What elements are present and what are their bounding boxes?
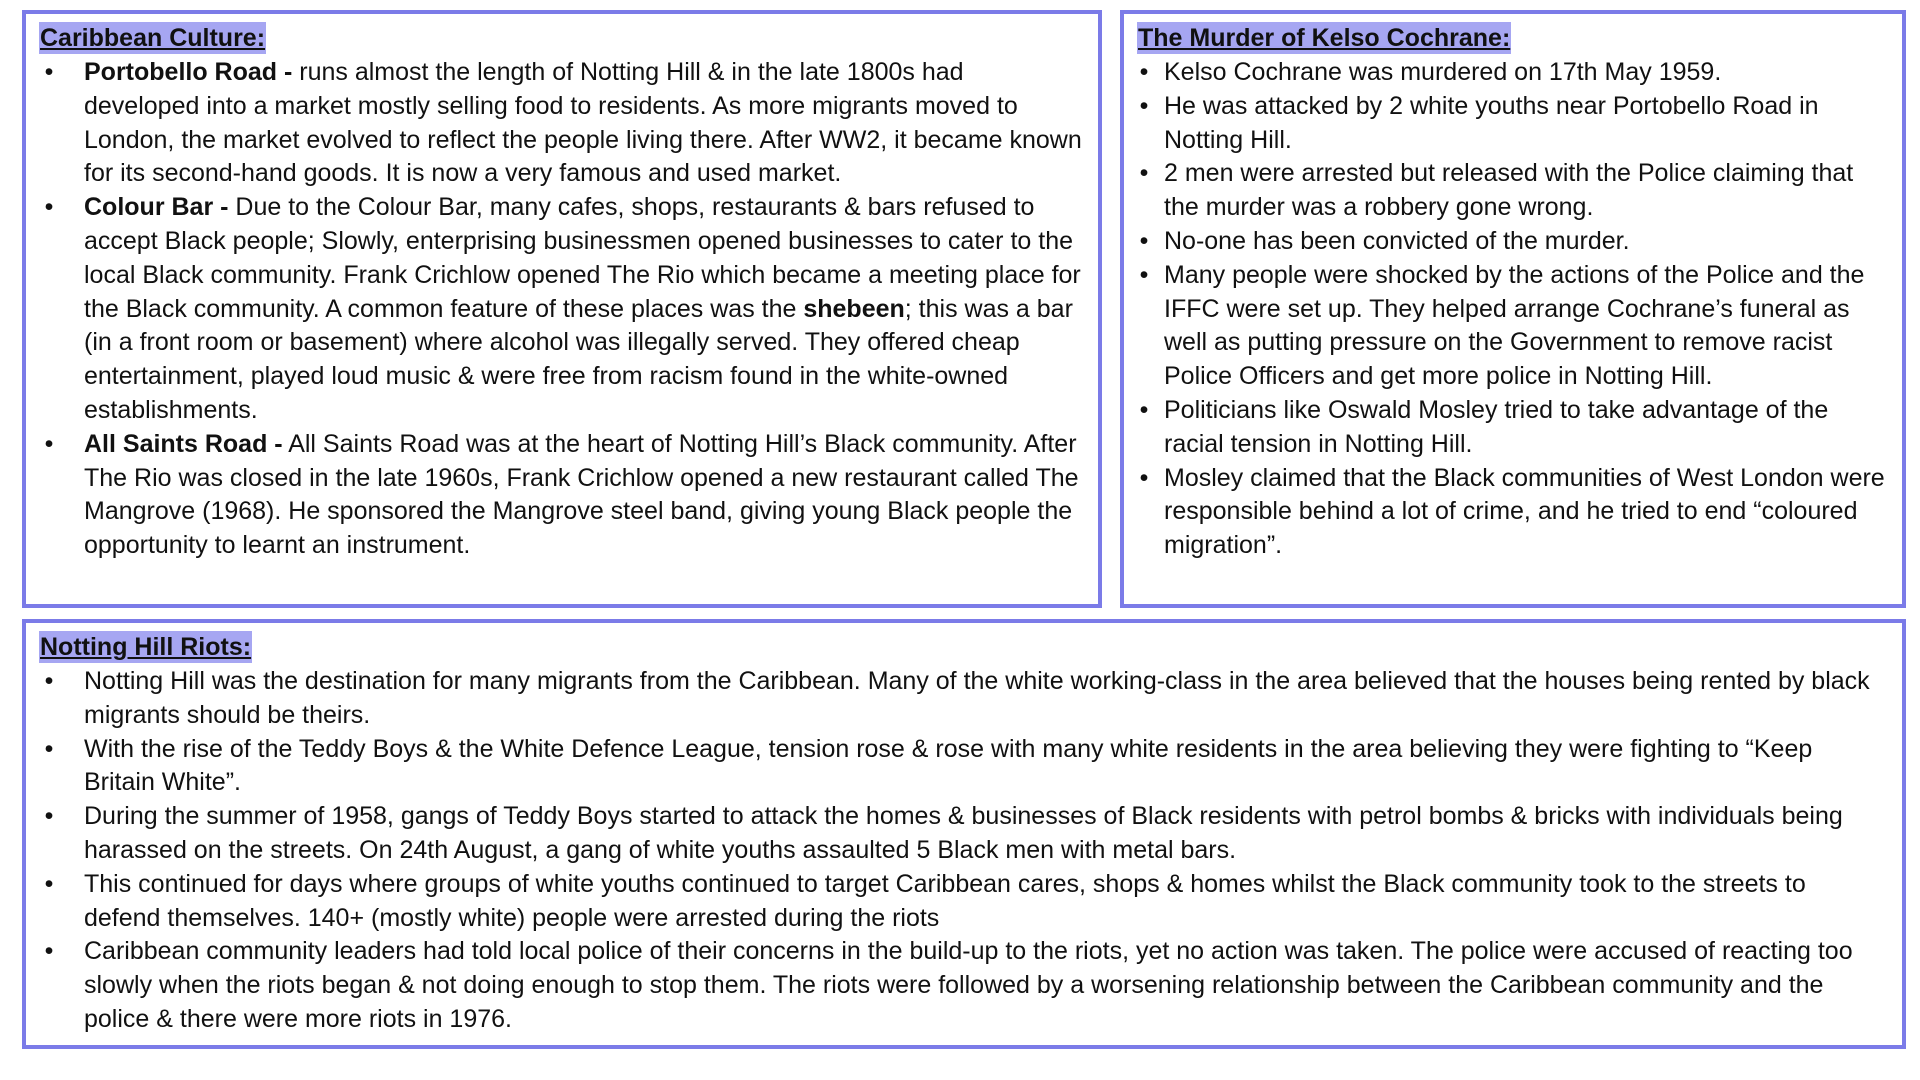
bullet-icon: • — [44, 734, 54, 763]
kelso-cochrane-box — [1120, 10, 1906, 608]
item-term: Colour Bar - — [84, 193, 229, 222]
item-text: With the rise of the Teddy Boys & the White Defence League, tension rose & rose with many white residents in the area believing they were fighting to “Keep Britain White”. — [84, 734, 1813, 797]
item-text: Mosley claimed that the Black communities of West London were responsible behind a lot of crime, and he tried to end “coloured migration”. — [1164, 463, 1885, 560]
kelso-cochrane-list — [1137, 56, 1888, 563]
item-text: Notting Hill was the destination for many migrants from the Caribbean. Many of the white working-class in the area believed that the houses being rented by black migrants should be theirs. — [84, 667, 1870, 729]
bullet-icon: • — [1139, 226, 1149, 255]
list-item — [39, 665, 1888, 733]
kelso-cochrane-title: The Murder of Kelso Cochrane: — [1138, 24, 1511, 52]
item-text: This continued for days where groups of white youths continued to target Caribbean cares, shops & homes whilst the Black community took to the streets to defend themselves. 140+ (mostly white) people were arrested during the riots — [84, 869, 1806, 932]
item-text: During the summer of 1958, gangs of Teddy Boys started to attack the homes & businesses of Black residents with petrol bombs & bricks with individuals being harassed on the streets. On 24th August, a gang of white youths assaulted 5 Black men with metal bars. — [84, 802, 1843, 864]
bullet-icon: • — [1139, 58, 1149, 86]
item-text: Many people were shocked by the actions of the Police and the IFFC were set up. They helped arrange Cochrane’s funeral as well as putting pressure on the Government to remove racist Police Officers and get more police in Notting Hill. — [1164, 260, 1865, 391]
bullet-icon: • — [44, 802, 54, 831]
bullet-icon: • — [44, 667, 54, 695]
bullet-icon: • — [1139, 260, 1149, 289]
item-text: He was attacked by 2 white youths near Portobello Road in Notting Hill. — [1164, 91, 1819, 154]
bullet-icon: • — [44, 58, 54, 86]
item-text: ; this was a bar (in a front room or basement) where alcohol was illegally served. They offered cheap entertainment, played loud music & were free from racism found in the white-owned establishments. — [84, 294, 1073, 424]
list-item — [39, 428, 1084, 563]
item-text: Due to the Colour Bar, many cafes, shops, restaurants & bars refused to accept Black people; Slowly, enterprising businessmen opened businesses to cater to the local Black community. Frank Crichlow opened The Rio which became a meeting place for the Black community. A common feature of these places was the — [84, 193, 1081, 323]
bullet-icon: • — [1139, 159, 1149, 188]
list-item — [39, 56, 1084, 191]
item-term: shebeen — [803, 294, 905, 323]
item-text: runs almost the length of Notting Hill & in the late 1800s had developed into a market mostly selling food to residents. As more migrants moved to London, the market evolved to reflect the people living there. After WW2, it became known for its second-hand goods. It is now a very famous and used market. — [84, 58, 1082, 188]
caribbean-culture-title: Caribbean Culture: — [40, 24, 266, 52]
item-text: Caribbean community leaders had told local police of their concerns in the build-up to the riots, yet no action was taken. The police were accused of reacting too slowly when the riots began & not doing enough to stop them. The riots were followed by a worsening relationship between the Caribbean community and the police & there were more riots in 1976. — [84, 937, 1853, 1033]
caribbean-culture-list — [39, 56, 1084, 563]
bullet-icon: • — [44, 193, 54, 222]
notting-hill-riots-list — [39, 665, 1888, 1037]
list-item — [1137, 225, 1888, 259]
item-term: Portobello Road - — [84, 58, 293, 86]
list-item — [1137, 259, 1888, 394]
item-term: All Saints Road - — [84, 429, 283, 458]
list-item — [39, 868, 1888, 936]
list-item — [39, 935, 1888, 1036]
item-text: 2 men were arrested but released with the Police claiming that the murder was a robbery gone wrong. — [1164, 159, 1854, 222]
item-text: Politicians like Oswald Mosley tried to take advantage of the racial tension in Notting Hill. — [1164, 395, 1829, 458]
bullet-icon: • — [44, 429, 54, 458]
bullet-icon: • — [44, 869, 54, 898]
caribbean-culture-box — [22, 10, 1102, 608]
notting-hill-riots-title: Notting Hill Riots: — [40, 633, 252, 661]
list-item — [39, 733, 1888, 801]
list-item — [39, 800, 1888, 868]
bullet-icon: • — [1139, 463, 1149, 492]
item-text: All Saints Road was at the heart of Notting Hill’s Black community. After The Rio was closed in the late 1960s, Frank Crichlow opened a new restaurant called The Mangrove (1968). He sponsored the Mangrove steel band, giving young Black people the opportunity to learnt an instrument. — [84, 429, 1079, 560]
list-item — [1137, 462, 1888, 563]
list-item — [1137, 90, 1888, 158]
bullet-icon: • — [1139, 395, 1149, 424]
notting-hill-riots-box — [22, 619, 1906, 1049]
list-item — [1137, 394, 1888, 462]
item-text: Kelso Cochrane was murdered on 17th May 1959. — [1164, 58, 1722, 86]
item-text: No-one has been convicted of the murder. — [1164, 226, 1630, 255]
bullet-icon: • — [1139, 91, 1149, 120]
list-item — [39, 191, 1084, 428]
list-item — [1137, 56, 1888, 90]
bullet-icon: • — [44, 937, 54, 966]
list-item — [1137, 157, 1888, 225]
